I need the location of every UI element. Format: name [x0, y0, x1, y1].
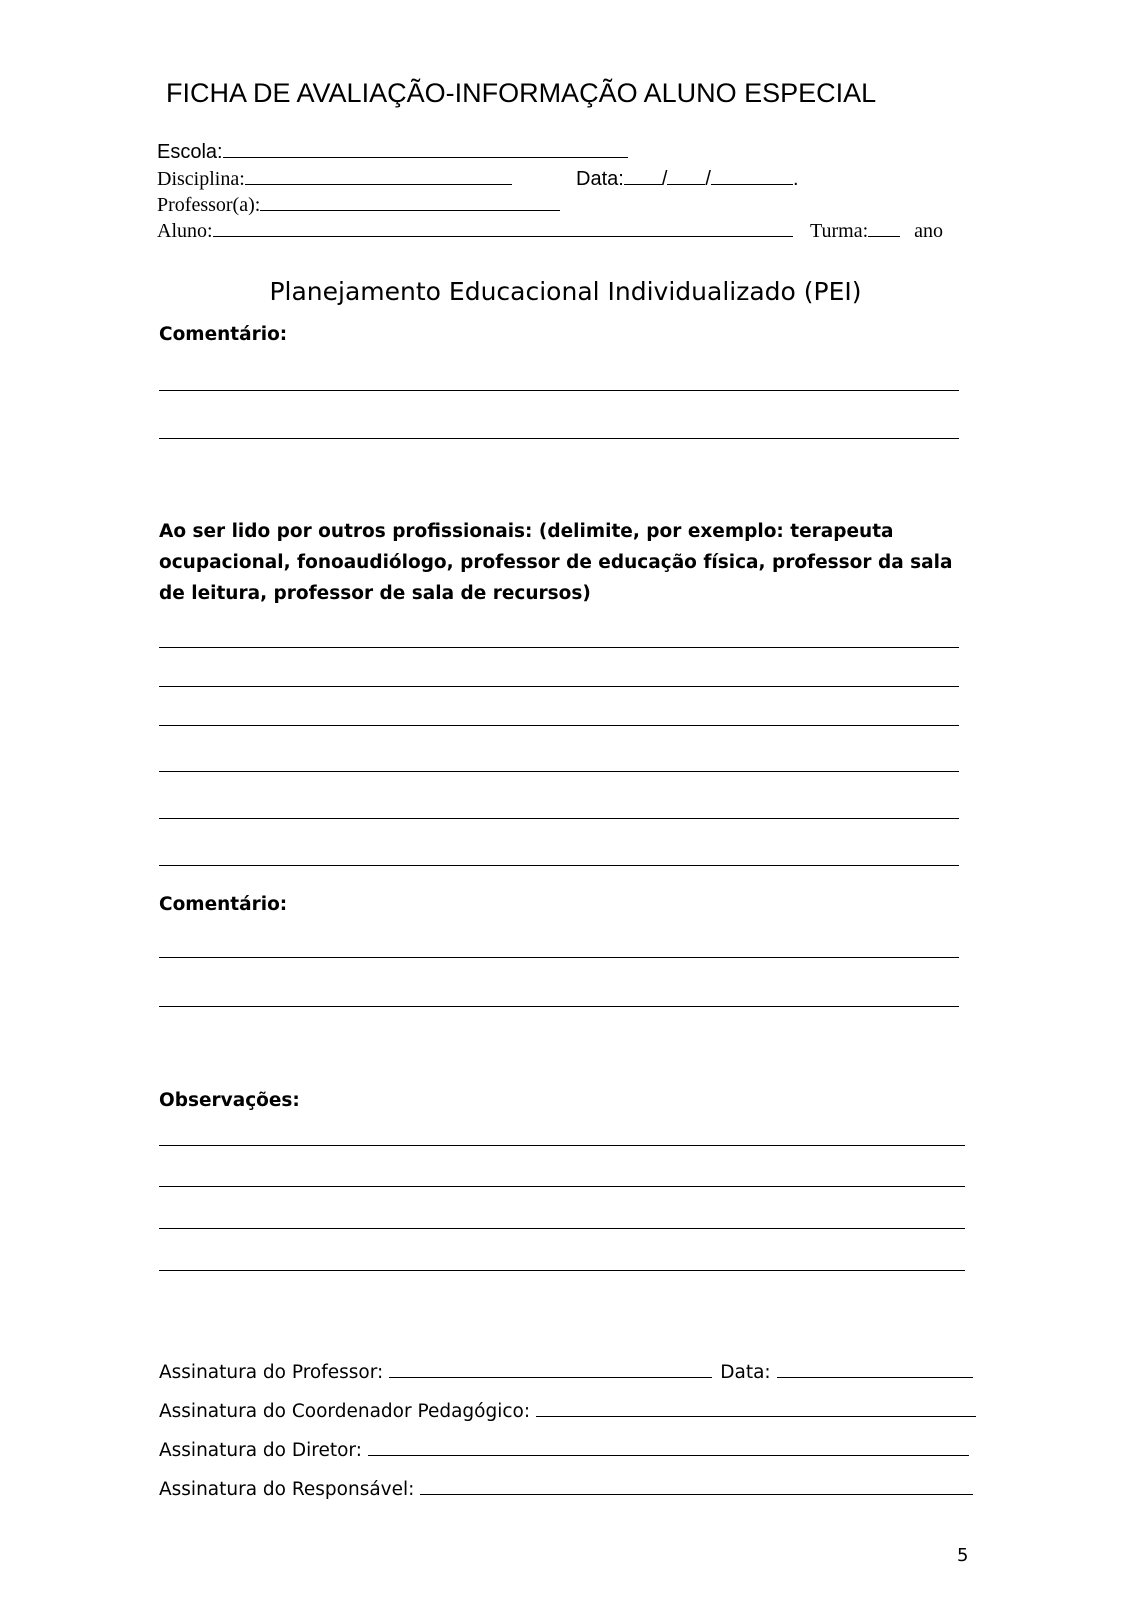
turma-row: [810, 218, 943, 243]
write-line[interactable]: [159, 771, 959, 772]
write-line[interactable]: [159, 438, 959, 439]
write-line[interactable]: [159, 865, 959, 866]
escola-field[interactable]: [223, 139, 628, 158]
assinatura-coordenador-label: Assinatura do Coordenador Pedagógico:: [159, 1401, 531, 1422]
professor-field[interactable]: [260, 192, 560, 211]
form-title: FICHA DE AVALIAÇÃO-INFORMAÇÃO ALUNO ESPECIAL: [166, 78, 877, 108]
write-line[interactable]: [159, 1186, 965, 1187]
write-line[interactable]: [159, 957, 959, 958]
observacoes-heading: Observações:: [159, 1090, 300, 1111]
comentario-heading-2: Comentário:: [159, 894, 288, 915]
assinatura-professor-label: Assinatura do Professor:: [159, 1362, 384, 1383]
profissionais-instruction: Ao ser lido por outros profissionais: (delimite, por exemplo: terapeuta ocupacional, fonoaudiólogo, professor de educação física, professor da sala de leitura, professor de sala de recursos): [159, 521, 953, 604]
professor-row: [157, 192, 560, 217]
escola-row: [157, 139, 628, 164]
data-day-field[interactable]: [624, 166, 662, 185]
disciplina-label: Disciplina:: [157, 168, 245, 190]
data-label: Data:: [576, 168, 624, 190]
write-line[interactable]: [159, 818, 959, 819]
page-number: 5: [957, 1545, 969, 1566]
write-line[interactable]: [159, 1145, 965, 1146]
date-end: .: [792, 168, 799, 190]
write-line[interactable]: [159, 647, 959, 648]
assinatura-responsavel-row: [159, 1476, 973, 1500]
comentario-heading-1: Comentário:: [159, 324, 288, 345]
assinatura-coordenador-row: [159, 1398, 976, 1422]
assinatura-data-field[interactable]: [777, 1359, 973, 1378]
write-line[interactable]: [159, 390, 959, 391]
professor-label: Professor(a):: [157, 194, 261, 216]
turma-label: Turma:: [810, 220, 869, 242]
date-separator: /: [705, 168, 711, 190]
data-row: [576, 166, 799, 191]
ano-label: ano: [914, 220, 944, 242]
disciplina-row: [157, 166, 512, 191]
aluno-label: Aluno:: [157, 220, 213, 242]
assinatura-diretor-row: [159, 1437, 969, 1461]
assinatura-diretor-field[interactable]: [368, 1437, 969, 1456]
assinatura-coordenador-field[interactable]: [536, 1398, 976, 1417]
write-line[interactable]: [159, 725, 959, 726]
write-line[interactable]: [159, 1270, 965, 1271]
write-line[interactable]: [159, 686, 959, 687]
write-line[interactable]: [159, 1228, 965, 1229]
data-year-field[interactable]: [711, 166, 793, 185]
pei-heading: Planejamento Educacional Individualizado (PEI): [269, 277, 862, 306]
disciplina-field[interactable]: [245, 166, 512, 185]
assinatura-professor-field[interactable]: [389, 1359, 712, 1378]
turma-field[interactable]: [868, 218, 900, 237]
assinatura-diretor-label: Assinatura do Diretor:: [159, 1440, 362, 1461]
write-line[interactable]: [159, 1006, 959, 1007]
date-separator: /: [661, 168, 668, 190]
assinatura-professor-row: [159, 1359, 973, 1383]
data-month-field[interactable]: [667, 166, 705, 185]
aluno-field[interactable]: [213, 218, 793, 237]
aluno-row: [157, 218, 793, 243]
assinatura-data-label: Data:: [720, 1362, 771, 1383]
escola-label: Escola:: [157, 141, 223, 163]
assinatura-responsavel-label: Assinatura do Responsável:: [159, 1479, 415, 1500]
assinatura-responsavel-field[interactable]: [420, 1476, 973, 1495]
